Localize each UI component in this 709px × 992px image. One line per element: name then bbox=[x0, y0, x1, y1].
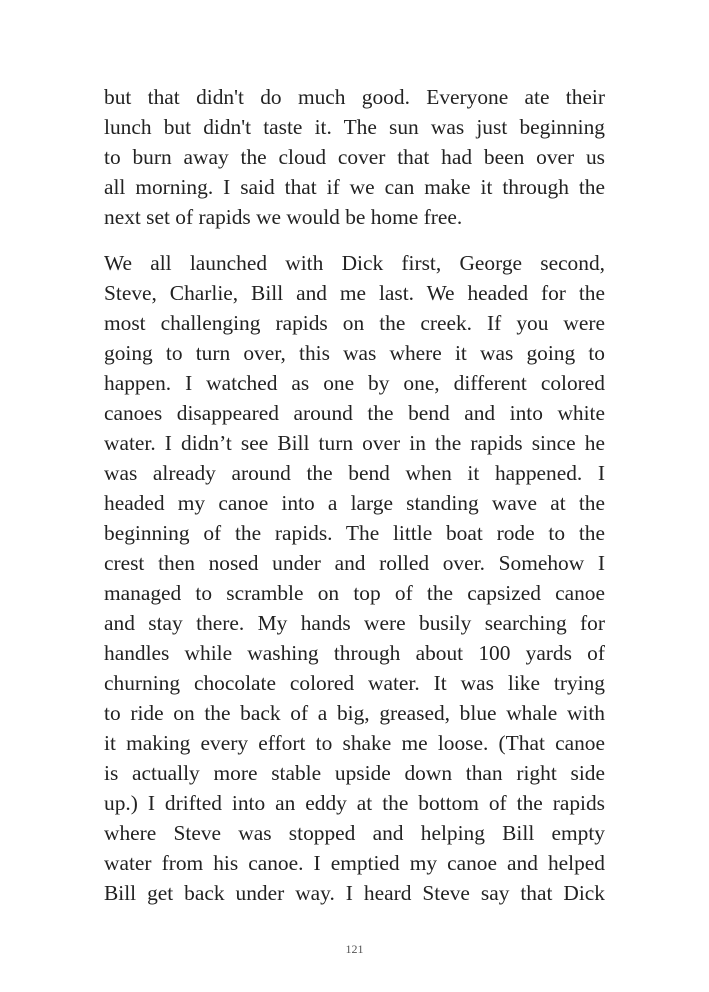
text-line: and stay there. My hands were busily searching for bbox=[104, 611, 605, 635]
text-line: up.) I drifted into an eddy at the bottom of the rapids bbox=[104, 791, 605, 815]
text-line: churning chocolate colored water. It was like trying bbox=[104, 671, 605, 695]
text-line: Steve, Charlie, Bill and me last. We headed for the bbox=[104, 281, 605, 305]
text-line: next set of rapids we would be home free. bbox=[104, 205, 463, 229]
text-line: We all launched with Dick first, George second, bbox=[104, 251, 605, 275]
text-line: water. I didn’t see Bill turn over in the rapids since he bbox=[104, 431, 605, 455]
body-text bbox=[104, 82, 605, 908]
text-line: lunch but didn't taste it. The sun was just beginning bbox=[104, 115, 605, 139]
text-line: is actually more stable upside down than right side bbox=[104, 761, 605, 785]
text-line: headed my canoe into a large standing wave at the bbox=[104, 491, 605, 515]
text-line: to burn away the cloud cover that had been over us bbox=[104, 145, 605, 169]
text-line: crest then nosed under and rolled over. Somehow I bbox=[104, 551, 605, 575]
text-line: canoes disappeared around the bend and into white bbox=[104, 401, 605, 425]
text-line: most challenging rapids on the creek. If you were bbox=[104, 311, 605, 335]
paragraph-2 bbox=[104, 248, 605, 908]
text-line: managed to scramble on top of the capsized canoe bbox=[104, 581, 605, 605]
text-line: but that didn't do much good. Everyone ate their bbox=[104, 85, 605, 109]
text-line: going to turn over, this was where it was going to bbox=[104, 341, 605, 365]
page-number: 121 bbox=[345, 942, 364, 956]
text-line: to ride on the back of a big, greased, blue whale with bbox=[104, 701, 605, 725]
text-line: handles while washing through about 100 yards of bbox=[104, 641, 605, 665]
paragraph-1 bbox=[104, 82, 605, 232]
text-line: where Steve was stopped and helping Bill empty bbox=[104, 821, 605, 845]
text-line: water from his canoe. I emptied my canoe and helped bbox=[104, 851, 605, 875]
text-line: beginning of the rapids. The little boat rode to the bbox=[104, 521, 605, 545]
text-line: was already around the bend when it happened. I bbox=[104, 461, 605, 485]
text-line: all morning. I said that if we can make it through the bbox=[104, 175, 605, 199]
text-line: Bill get back under way. I heard Steve say that Dick bbox=[104, 881, 605, 905]
text-line: happen. I watched as one by one, different colored bbox=[104, 371, 605, 395]
text-line: it making every effort to shake me loose. (That canoe bbox=[104, 731, 605, 755]
